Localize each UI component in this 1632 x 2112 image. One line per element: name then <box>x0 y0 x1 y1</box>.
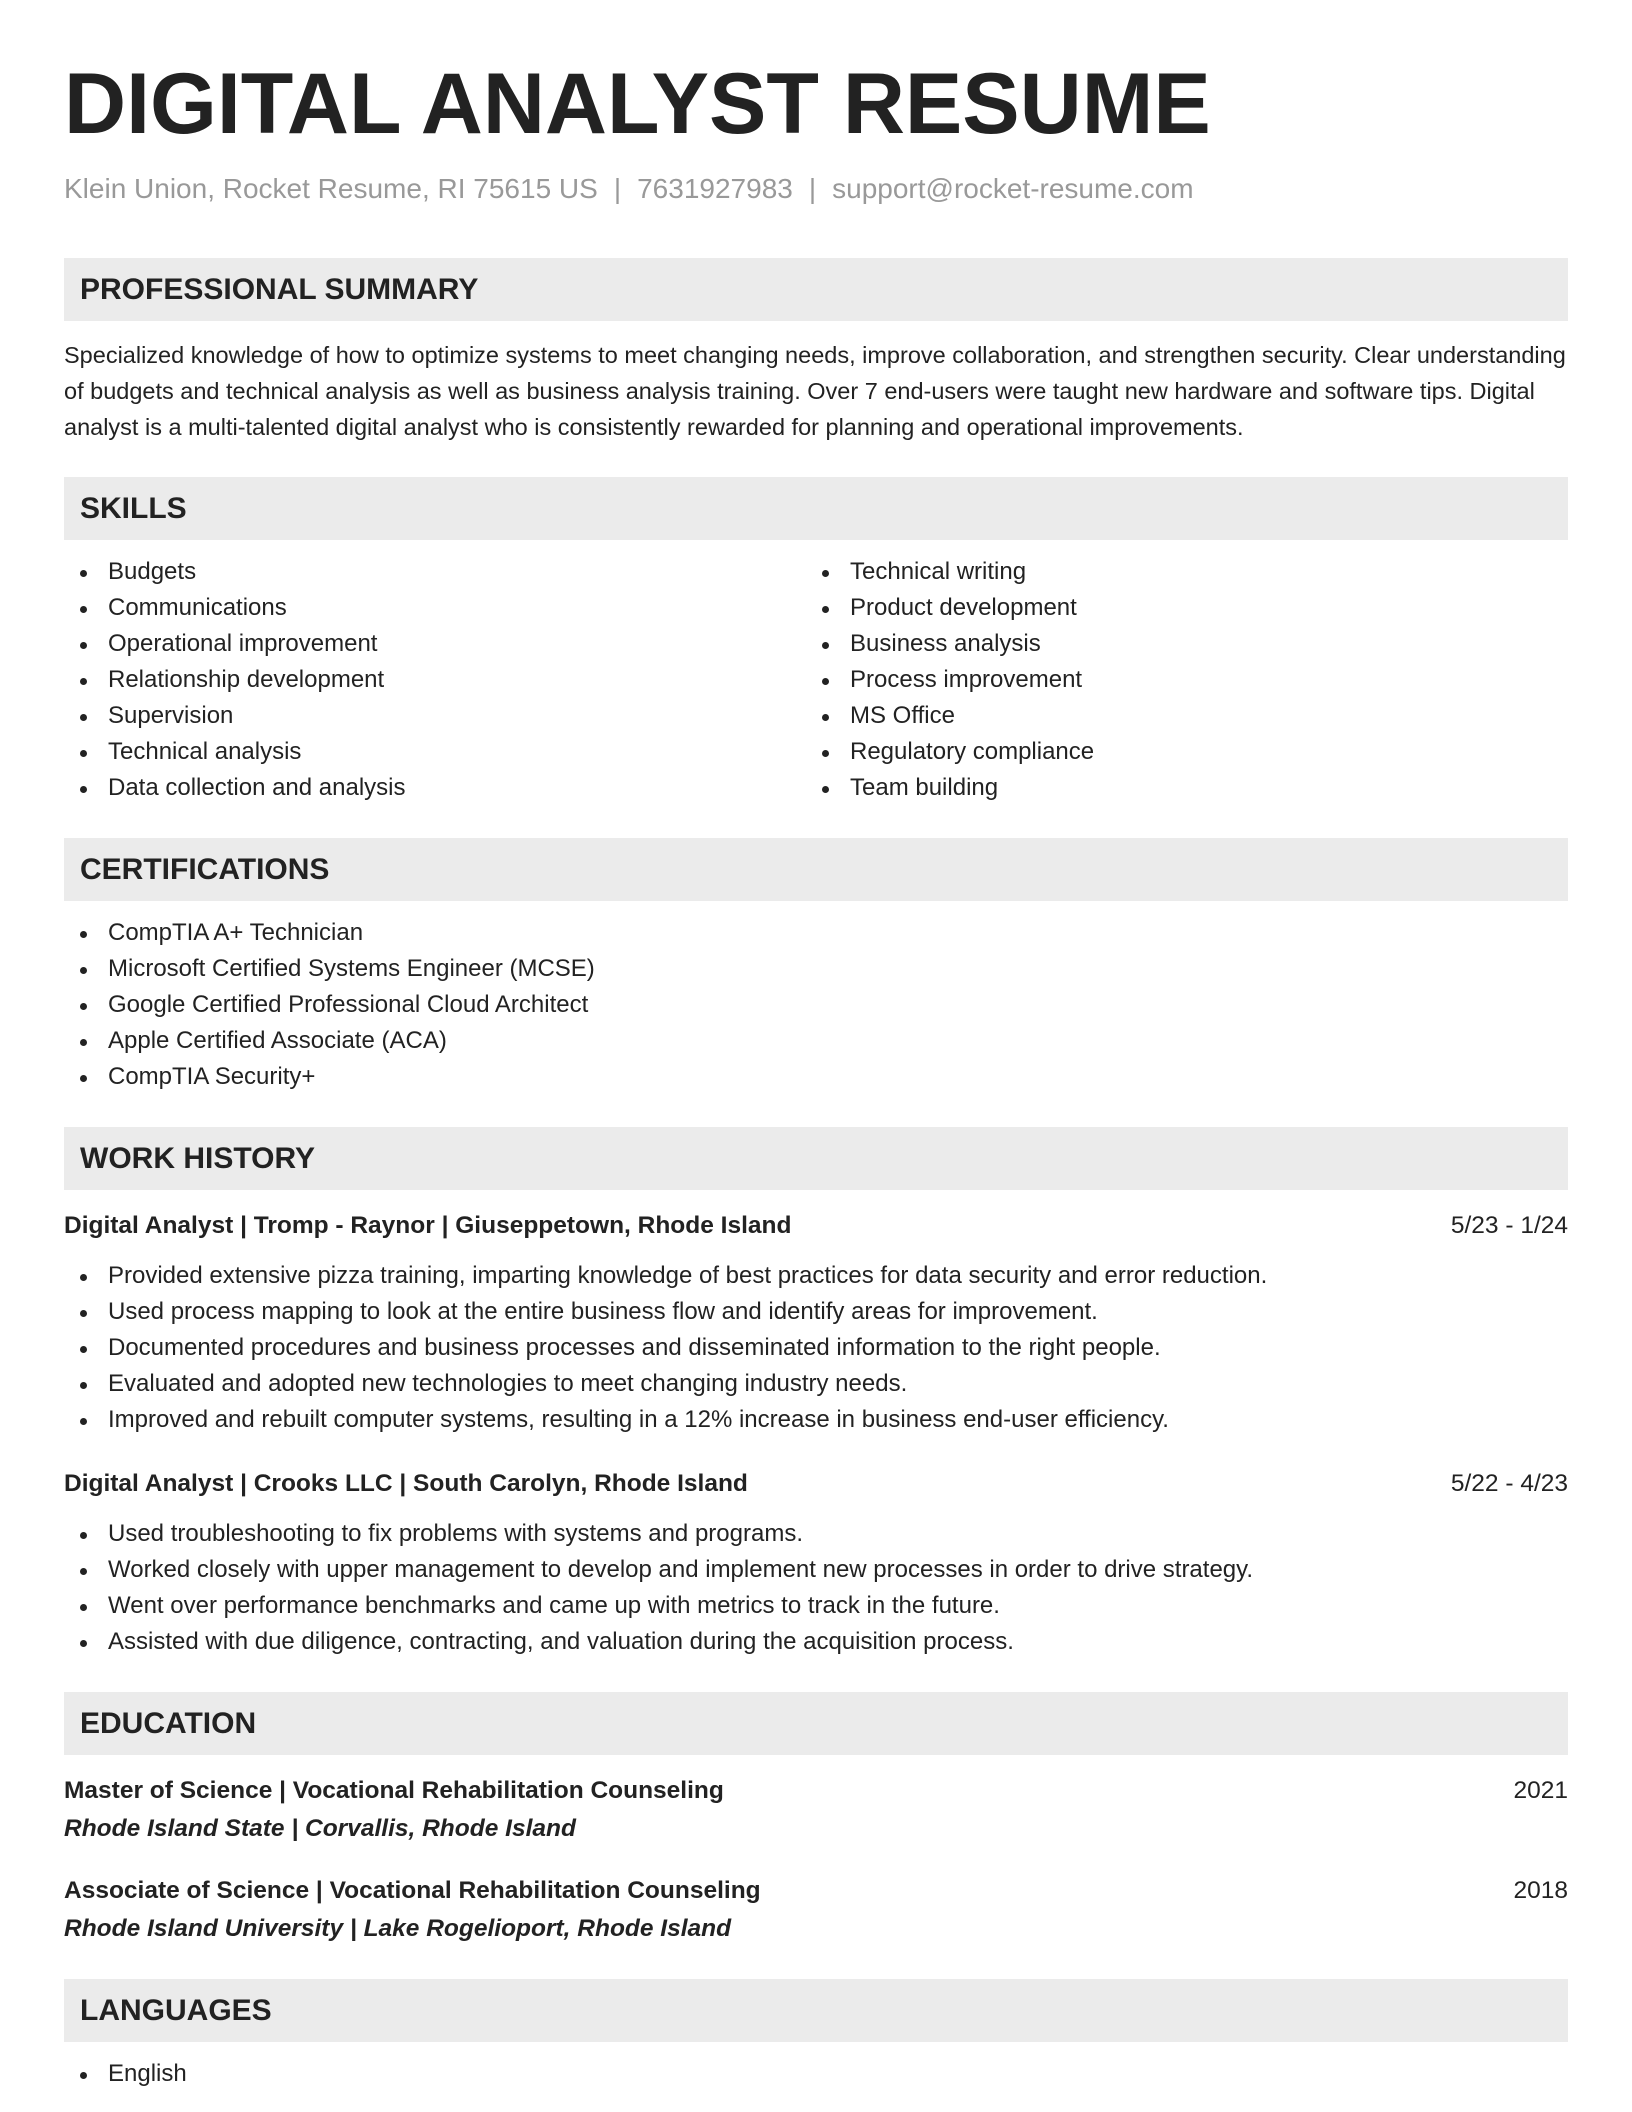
skill-item: Supervision <box>64 698 806 734</box>
job-bullets <box>64 1258 1568 1438</box>
skills-list-left <box>64 554 806 806</box>
skill-item: Process improvement <box>806 662 1548 698</box>
certification-item: CompTIA A+ Technician <box>64 915 1568 951</box>
section-heading-certifications: CERTIFICATIONS <box>64 838 1568 901</box>
skill-item: Data collection and analysis <box>64 770 806 806</box>
contact-separator: | <box>808 173 817 204</box>
job-entry <box>64 1466 1568 1660</box>
contact-email: support@rocket-resume.com <box>832 173 1194 204</box>
skill-item: Technical writing <box>806 554 1548 590</box>
language-item: English <box>64 2056 1568 2092</box>
education-header <box>64 1873 1568 1909</box>
education-year: 2021 <box>1513 1777 1568 1804</box>
certification-item: CompTIA Security+ <box>64 1059 1568 1095</box>
education-school: Rhode Island University | Lake Rogelioport, Rhode Island <box>64 1915 732 1942</box>
job-header <box>64 1208 1568 1244</box>
certification-item: Apple Certified Associate (ACA) <box>64 1023 1568 1059</box>
education-entry <box>64 1773 1568 1847</box>
job-entry <box>64 1208 1568 1438</box>
skills-column-left <box>64 540 806 806</box>
skill-item: Budgets <box>64 554 806 590</box>
job-bullet: Used troubleshooting to fix problems with systems and programs. <box>64 1516 1568 1552</box>
skill-item: MS Office <box>806 698 1548 734</box>
education-degree: Associate of Science | Vocational Rehabilitation Counseling <box>64 1877 761 1904</box>
contact-line <box>64 172 1568 206</box>
certification-item: Microsoft Certified Systems Engineer (MCSE) <box>64 951 1568 987</box>
education-list <box>64 1773 1568 1947</box>
job-bullet: Provided extensive pizza training, imparting knowledge of best practices for data security and error reduction. <box>64 1258 1568 1294</box>
job-dates: 5/22 - 4/23 <box>1450 1470 1568 1497</box>
skills-columns <box>64 540 1568 806</box>
job-bullet: Improved and rebuilt computer systems, resulting in a 12% increase in business end-user efficiency. <box>64 1402 1568 1438</box>
languages-list <box>64 2056 1568 2092</box>
education-year: 2018 <box>1513 1877 1568 1904</box>
skill-item: Business analysis <box>806 626 1548 662</box>
section-heading-summary: PROFESSIONAL SUMMARY <box>64 258 1568 321</box>
job-bullet: Documented procedures and business processes and disseminated information to the right people. <box>64 1330 1568 1366</box>
skills-column-right <box>806 540 1548 806</box>
contact-separator: | <box>613 173 622 204</box>
job-bullet: Worked closely with upper management to develop and implement new processes in order to drive strategy. <box>64 1552 1568 1588</box>
skill-item: Regulatory compliance <box>806 734 1548 770</box>
education-degree: Master of Science | Vocational Rehabilitation Counseling <box>64 1777 724 1804</box>
job-bullet: Evaluated and adopted new technologies to meet changing industry needs. <box>64 1366 1568 1402</box>
summary-text: Specialized knowledge of how to optimize systems to meet changing needs, improve collaboration, and strengthen security. Clear understanding of budgets and technical analysis as well as business analysis training. Over 7 end-users were taught new hardware and software tips. Digital analyst is a multi-talented digital analyst who is consistently rewarded for planning and operational improvements. <box>64 342 1566 440</box>
section-heading-education: EDUCATION <box>64 1692 1568 1755</box>
section-heading-languages: LANGUAGES <box>64 1979 1568 2042</box>
job-dates: 5/23 - 1/24 <box>1450 1212 1568 1239</box>
skill-item: Technical analysis <box>64 734 806 770</box>
section-heading-skills: SKILLS <box>64 477 1568 540</box>
skill-item: Team building <box>806 770 1548 806</box>
job-title: Digital Analyst | Tromp - Raynor | Giuseppetown, Rhode Island <box>64 1212 792 1239</box>
education-school: Rhode Island State | Corvallis, Rhode Island <box>64 1815 576 1842</box>
job-bullet: Used process mapping to look at the entire business flow and identify areas for improvement. <box>64 1294 1568 1330</box>
contact-address: Klein Union, Rocket Resume, RI 75615 US <box>64 173 598 204</box>
job-title: Digital Analyst | Crooks LLC | South Carolyn, Rhode Island <box>64 1470 748 1497</box>
job-bullet: Assisted with due diligence, contracting, and valuation during the acquisition process. <box>64 1624 1568 1660</box>
skill-item: Operational improvement <box>64 626 806 662</box>
skill-item: Communications <box>64 590 806 626</box>
skill-item: Product development <box>806 590 1548 626</box>
contact-phone: 7631927983 <box>637 173 793 204</box>
skills-list-right <box>806 554 1548 806</box>
job-bullets <box>64 1516 1568 1660</box>
skill-item: Relationship development <box>64 662 806 698</box>
education-header <box>64 1773 1568 1809</box>
certification-item: Google Certified Professional Cloud Architect <box>64 987 1568 1023</box>
job-bullet: Went over performance benchmarks and came up with metrics to track in the future. <box>64 1588 1568 1624</box>
education-entry <box>64 1873 1568 1947</box>
section-heading-work-history: WORK HISTORY <box>64 1127 1568 1190</box>
job-header <box>64 1466 1568 1502</box>
certifications-list <box>64 915 1568 1095</box>
resume-title: DIGITAL ANALYST RESUME <box>64 56 1211 152</box>
